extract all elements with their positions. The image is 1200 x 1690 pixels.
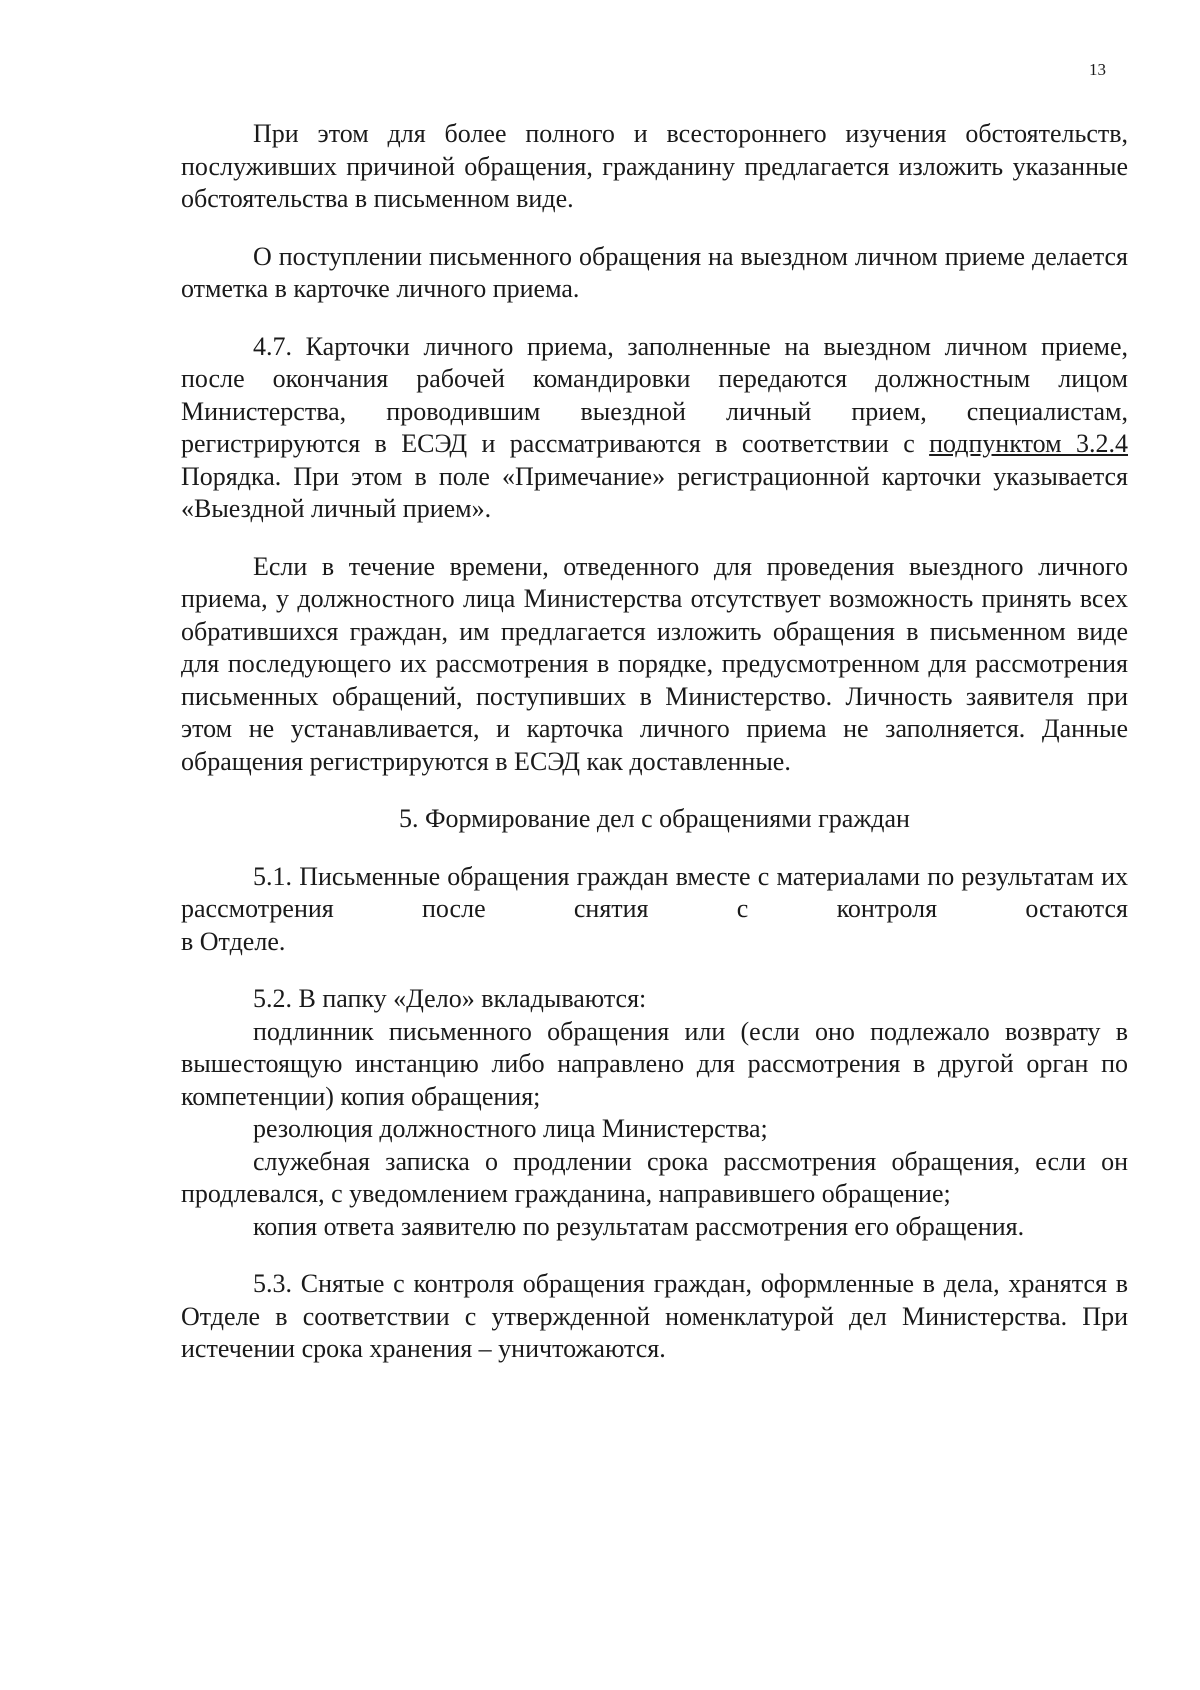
paragraph-interview-circumstances: При этом для более полного и всестороннего изучения обстоятельств, послуживших причиной обращения, гражданину предлагается изложить указанные обстоятельства в письменном виде. bbox=[181, 119, 1128, 213]
paragraph-4-7-text-start: 4.7. Карточки личного приема, заполненные на выездном личном приеме, после окончания рабочей командировки передаются должностным лицом Министерства, проводившим выездной личный прием, специалистам, регистрируются в ЕСЭД и рассматриваются в соответствии с bbox=[181, 331, 1128, 458]
paragraph-5-1-line2: в Отделе. bbox=[181, 926, 286, 956]
paragraph-5-1-line1: 5.1. Письменные обращения граждан вместе с материалами по результатам их рассмотрения после снятия с контроля остаются bbox=[181, 861, 1128, 923]
list-item: копия ответа заявителю по результатам рассмотрения его обращения. bbox=[253, 1211, 1025, 1241]
case-folder-contents bbox=[181, 983, 1128, 1243]
paragraph-4-7-text-end: Порядка. При этом в поле «Примечание» регистрационной карточки указывается «Выездной личный прием». bbox=[181, 461, 1128, 523]
paragraph-unaccepted-citizens: Если в течение времени, отведенного для проведения выездного личного приема, у должностного лица Министерства отсутствует возможность принять всех обратившихся граждан, им предлагается изложить обращения в письменном виде для последующего их рассмотрения в порядке, предусмотренном для рассмотрения письменных обращений, поступивших в Министерство. Личность заявителя при этом не устанавливается, и карточка личного приема не заполняется. Данные обращения регистрируются в ЕСЭД как доставленные. bbox=[181, 551, 1128, 776]
paragraph-written-appeal-note: О поступлении письменного обращения на выездном личном приеме делается отметка в карточке личного приема. bbox=[181, 241, 1128, 303]
subclause-link[interactable]: подпунктом 3.2.4 bbox=[929, 429, 1128, 458]
section-5-heading: 5. Формирование дел с обращениями граждан bbox=[399, 804, 910, 833]
paragraph-5-3: 5.3. Снятые с контроля обращения граждан, оформленные в дела, хранятся в Отделе в соответствии с утвержденной номенклатурой дел Министерства. При истечении срока хранения – уничтожаются. bbox=[181, 1269, 1128, 1363]
list-item: резолюция должностного лица Министерства; bbox=[253, 1114, 768, 1143]
document-body bbox=[181, 118, 1128, 1391]
list-item: подлинник письменного обращения или (если оно подлежало возврату в вышестоящую инстанцию либо направлено для рассмотрения в другой орган по компетенции) копия обращения; bbox=[181, 1016, 1128, 1111]
paragraph-4-7 bbox=[181, 331, 1128, 526]
list-item: служебная записка о продлении срока рассмотрения обращения, если он продлевался, с уведомлением гражданина, направившего обращение; bbox=[181, 1146, 1128, 1208]
paragraph-5-2: 5.2. В папку «Дело» вкладываются: bbox=[253, 984, 647, 1013]
page-number: 13 bbox=[1089, 60, 1106, 79]
